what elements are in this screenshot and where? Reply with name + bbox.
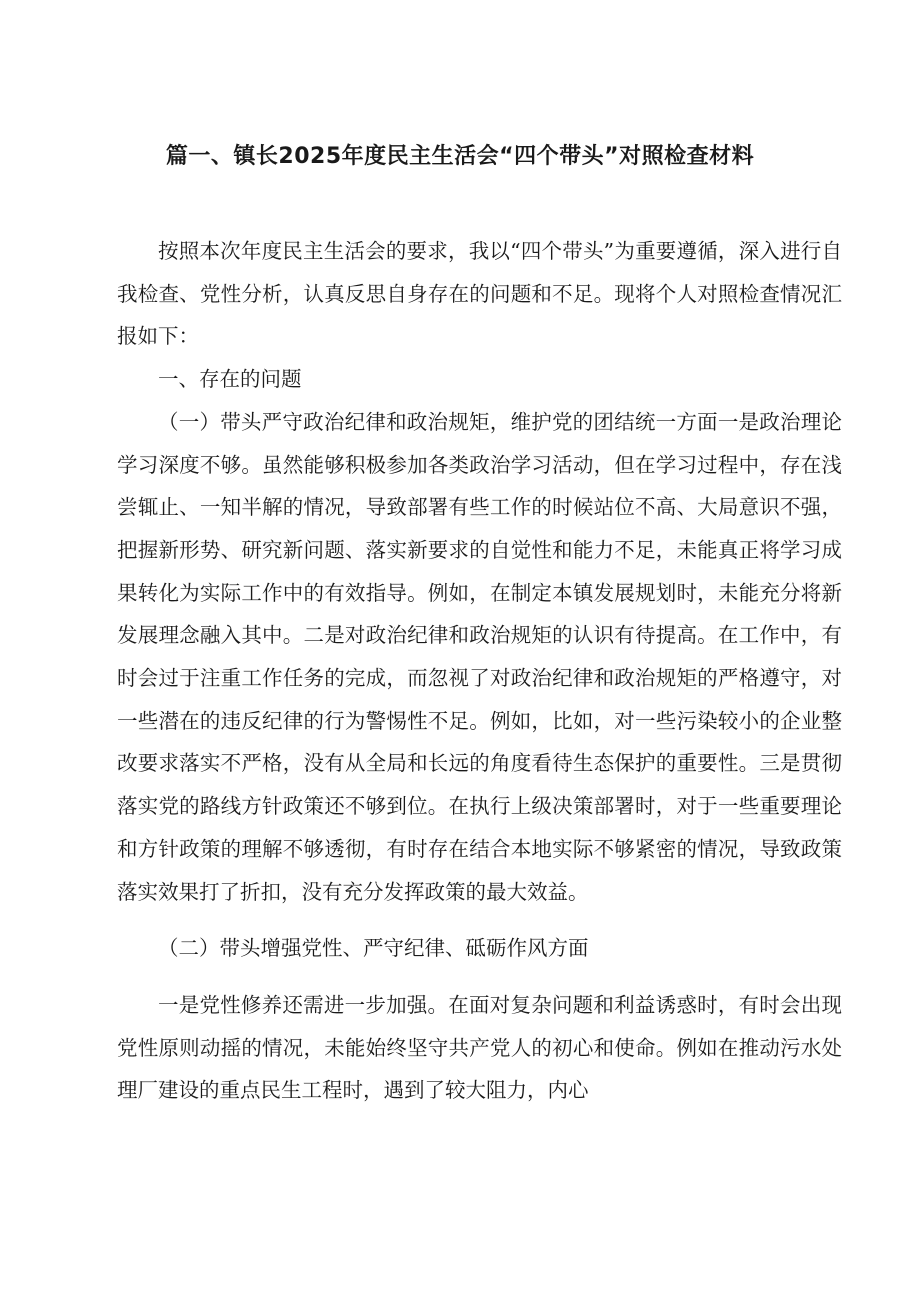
paragraph-spacer bbox=[117, 970, 842, 984]
section-heading-problems: 一、存在的问题 bbox=[158, 367, 302, 392]
intro-paragraph: 按照本次年度民主生活会的要求，我以“四个带头”为重要遵循，深入进行自我检查、党性分析，认真反思自身存在的问题和不足。现将个人对照检查情况汇报如下： bbox=[117, 239, 842, 349]
subsection-2-paragraph: 一是党性修养还需进一步加强。在面对复杂问题和利益诱惑时，有时会出现党性原则动摇的情况，未能始终坚守共产党人的初心和使命。例如在推动污水处理厂建设的重点民生工程时，遇到了较大阻力，内心 bbox=[117, 992, 842, 1103]
document-title: 篇一、镇长2025年度民主生活会“四个带头”对照检查材料 bbox=[165, 144, 755, 169]
paragraph-spacer bbox=[117, 913, 842, 927]
subsection-2-heading: （二）带头增强党性、严守纪律、砥砺作风方面 bbox=[158, 936, 589, 961]
subsection-1-paragraph: （一）带头严守政治纪律和政治规矩，维护党的团结统一方面一是政治理论学习深度不够。虽然能够积极参加各类政治学习活动，但在学习过程中，存在浅尝辄止、一知半解的情况，导致部署有些工作的时候站位不高、大局意识不强，把握新形势、研究新问题、落实新要求的自觉性和能力不足，未能真正将学习成果转化为实际工作中的有效指导。例如，在制定本镇发展规划时，未能充分将新发展理念融入其中。二是对政治纪律和政治规矩的认识有待提高。在工作中，有时会过于注重工作任务的完成，而忽视了对政治纪律和政治规矩的严格遵守，对一些潜在的违反纪律的行为警惕性不足。例如，比如，对一些污染较小的企业整改要求落实不严格，没有从全局和长远的角度看待生态保护的重要性。三是贯彻落实党的路线方针政策还不够到位。在执行上级决策部署时，对于一些重要理论和方针政策的理解不够透彻，有时存在结合本地实际不够紧密的情况，导致政策落实效果打了折扣，没有充分发挥政策的最大效益。 bbox=[117, 409, 842, 904]
document-body bbox=[117, 230, 842, 1112]
